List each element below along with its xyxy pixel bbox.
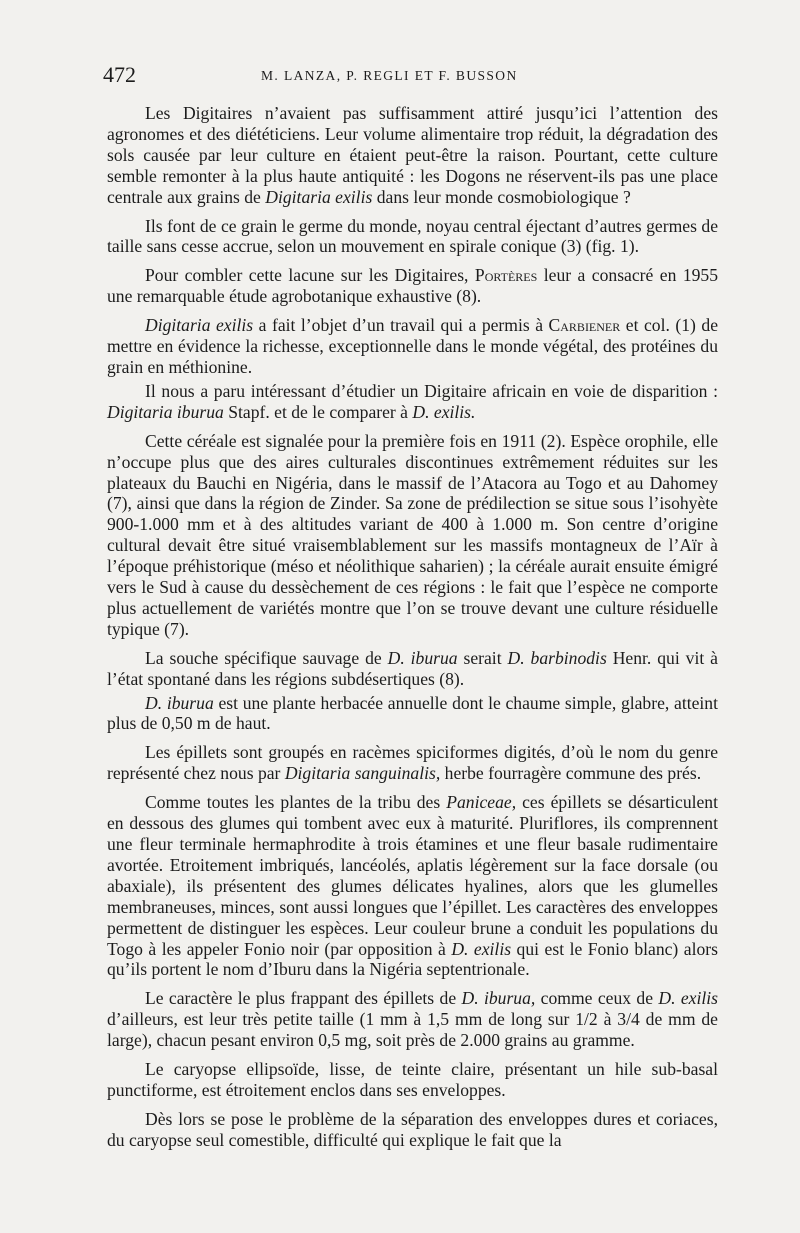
paragraph-13: Dès lors se pose le problème de la séparation des enveloppes dures et coriaces, du caryopse seul comestible, difficulté qui explique le fait que la: [107, 1108, 718, 1150]
paragraph-9: Les épillets sont groupés en racèmes spiciformes digités, d’où le nom du genre représenté chez nous par Digitaria sanguinalis, herbe fourragère commune des prés.: [107, 742, 718, 784]
paragraph-6: Cette céréale est signalée pour la première fois en 1911 (2). Espèce orophile, elle n’occupe plus que des aires culturales discontinues extrêmement réduites sur les plateaux du Bauchi en Nigéria, dans le massif de l’Atacora au Togo et au Dahomey (7), ainsi que dans la région de Zinder. Sa zone de prédilection se situe sous l’isohyète 900-1.000 mm et à des altitudes variant de 400 à 1.000 m. Son centre d’origine cultural devait être situé vraisemblablement sur les massifs montagneux de l’Aïr à l’époque préhistorique (méso et néolithique saharien) ; la céréale aurait ensuite émigré vers le Sud à cause du dessèchement de ces régions : le fait que l’espèce ne comporte plus actuellement de variétés montre que l’on se trouve devant une culture résiduelle typique (7).: [107, 430, 718, 639]
paragraph-5: Il nous a paru intéressant d’étudier un Digitaire africain en voie de disparition : Digitaria iburua Stapf. et de le comparer à D. exilis.: [107, 380, 718, 422]
running-head: M. LANZA, P. REGLI ET F. BUSSON: [261, 68, 518, 83]
paragraph-12: Le caryopse ellipsoïde, lisse, de teinte claire, présentant un hile sub-basal punctiforme, est étroitement enclos dans ses enveloppes.: [107, 1059, 718, 1100]
paragraph-3: Pour combler cette lacune sur les Digitaires, Portères leur a consacré en 1955 une remarquable étude agrobotanique exhaustive (8).: [107, 265, 719, 307]
paragraph-1: Les Digitaires n’avaient pas suffisamment attiré jusqu’ici l’attention des agronomes et des diététiciens. Leur volume alimentaire trop réduit, la dégradation des sols causée par leur culture en étaient peut-être la raison. Pourtant, cette culture semble remonter à la plus haute antiquité : les Dogons ne réservent-ils pas une place centrale aux grains de Digitaria exilis dans leur monde cosmobiologique ?: [107, 103, 718, 207]
paragraph-11: Le caractère le plus frappant des épillets de D. iburua, comme ceux de D. exilis d’ailleurs, est leur très petite taille (1 mm à 1,5 mm de long sur 1/2 à 3/4 de mm de large), chacun pesant environ 0,5 mg, soit près de 2.000 grains au gramme.: [107, 988, 718, 1051]
paragraph-7: La souche spécifique sauvage de D. iburua serait D. barbinodis Henr. qui vit à l’état spontané dans les régions subdésertiques (8).: [107, 647, 718, 689]
paragraph-4: Digitaria exilis a fait l’objet d’un travail qui a permis à Carbiener et col. (1) de mettre en évidence la richesse, exceptionnelle dans le monde végétal, des protéines du grain en méthionine.: [107, 315, 719, 377]
page-number: 472: [103, 62, 136, 87]
paragraph-2: Ils font de ce grain le germe du monde, noyau central éjectant d’autres germes de taille sans cesse accrue, selon un mouvement en spirale conique (3) (fig. 1).: [107, 215, 718, 257]
paragraph-10: Comme toutes les plantes de la tribu des Paniceae, ces épillets se désarticulent en dessous des glumes qui tombent avec eux à maturité. Pluriflores, ils comprennent une fleur terminale hermaphrodite à trois étamines et une fleur basale rudimentaire avortée. Etroitement imbriqués, lancéolés, aplatis légèrement sur la face dorsale (ou abaxiale), ils présentent des glumes délicates hyalines, alors que les glumelles membraneuses, minces, sont aussi longues que l’épillet. Les caractères des enveloppes permettent de distinguer les espèces. Leur couleur brune a conduit les populations du Togo à les appeler Fonio noir (par opposition à D. exilis qui est le Fonio blanc) alors qu’ils portent le nom d’Iburu dans la Nigéria septentrionale.: [107, 792, 718, 980]
paragraph-8: D. iburua est une plante herbacée annuelle dont le chaume simple, glabre, atteint plus de 0,50 m de haut.: [107, 692, 718, 734]
page-header: [103, 62, 723, 92]
body-text: [107, 103, 718, 1159]
